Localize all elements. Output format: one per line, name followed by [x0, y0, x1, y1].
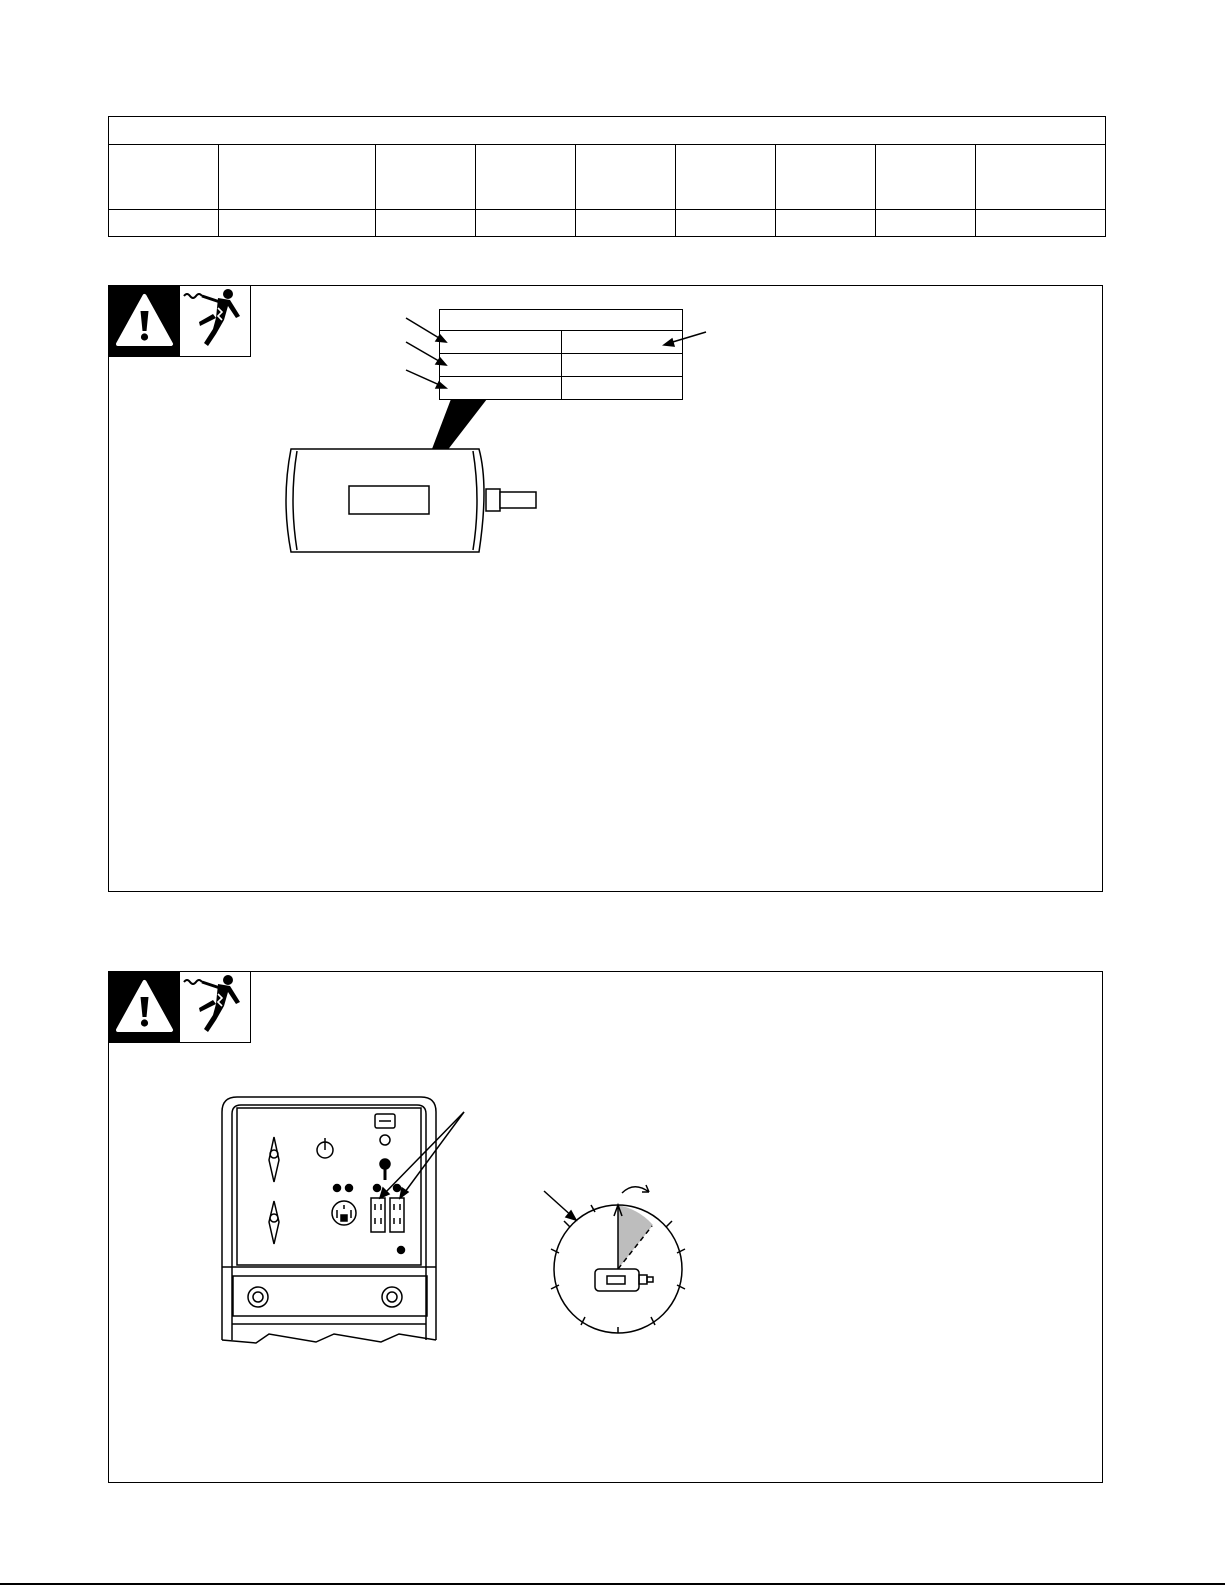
table-cell: [376, 210, 476, 237]
spec-table-header: [109, 145, 219, 210]
table-cell: [676, 210, 776, 237]
table-cell: [976, 210, 1106, 237]
table-cell: [476, 210, 576, 237]
spec-table-header: [376, 145, 476, 210]
rotation-dial-icon: [551, 1185, 685, 1333]
table-cell: [109, 210, 219, 237]
motor-nameplate-diagram: [109, 286, 1104, 893]
table-cell: [219, 210, 376, 237]
warning-panel-motor-nameplate: [108, 285, 1103, 892]
spec-table: [108, 116, 1106, 237]
spec-table-header: [976, 145, 1106, 210]
table-row: [109, 210, 1106, 237]
table-cell: [576, 210, 676, 237]
spec-table-header: [776, 145, 876, 210]
spec-table-title: [109, 117, 1106, 145]
spec-table-header: [676, 145, 776, 210]
generator-front-panel-diagram: [109, 972, 1104, 1484]
spec-table-header: [219, 145, 376, 210]
table-cell: [776, 210, 876, 237]
spec-table-header: [476, 145, 576, 210]
table-cell: [876, 210, 976, 237]
motor-icon: [286, 449, 536, 552]
warning-panel-generator-receptacles: [108, 971, 1103, 1483]
spec-table-header: [576, 145, 676, 210]
spec-table-header: [876, 145, 976, 210]
generator-panel-icon: [222, 1097, 436, 1343]
